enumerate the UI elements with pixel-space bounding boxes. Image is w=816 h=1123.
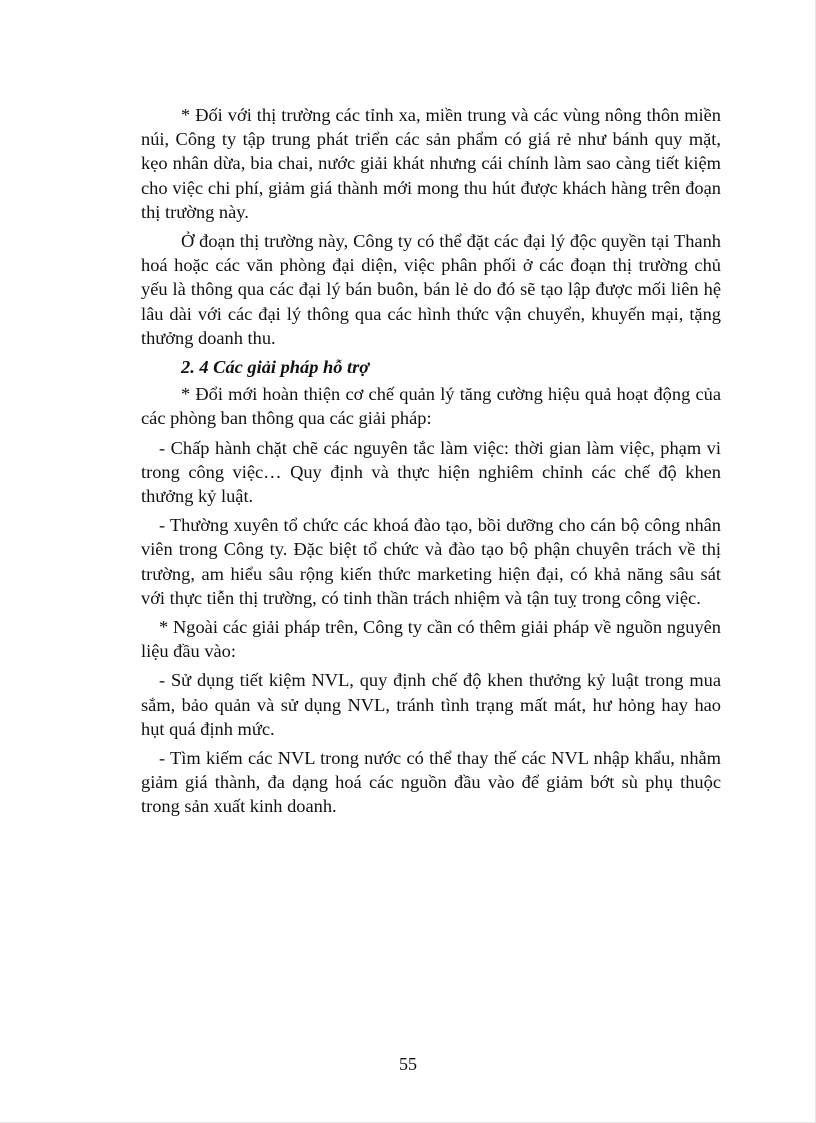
list-item-domestic-materials: - Tìm kiếm các NVL trong nước có thể thay thế các NVL nhập khẩu, nhằm giảm giá thành, đa dạng hoá các nguồn đầu vào để giảm bớt sù phụ thuộc trong sản xuất kinh doanh.: [141, 748, 721, 817]
section-heading: 2. 4 Các giải pháp hỗ trợ: [181, 357, 370, 378]
paragraph-raw-materials: * Ngoài các giải pháp trên, Công ty cần có thêm giải pháp về nguồn nguyên liệu đầu vào:: [141, 617, 721, 662]
paragraph-distribution-agents: Ở đoạn thị trường này, Công ty có thể đặt các đại lý độc quyền tại Thanh hoá hoặc các văn phòng đại diện, việc phân phối ở các đoạn thị trường chủ yếu là thông qua các đại lý bán buôn, bán lẻ do đó sẽ tạo lập được mối liên hệ lâu dài với các đại lý thông qua các hình thức vận chuyển, khuyến mại, tặng thưởng doanh thu.: [141, 231, 721, 348]
list-item-save-materials: - Sử dụng tiết kiệm NVL, quy định chế độ khen thưởng kỷ luật trong mua sắm, bảo quản và sử dụng NVL, tránh tình trạng mất mát, hư hỏng hay hao hụt quá định mức.: [141, 670, 721, 739]
list-item-work-rules: - Chấp hành chặt chẽ các nguyên tắc làm việc: thời gian làm việc, phạm vi trong công việc… Quy định và thực hiện nghiêm chỉnh các chế độ khen thưởng kỷ luật.: [141, 437, 721, 507]
page-number: 55: [399, 1054, 417, 1074]
paragraph-remote-markets: * Đối với thị trường các tỉnh xa, miền trung và các vùng nông thôn miền núi, Công ty tập trung phát triển các sản phẩm có giá rẻ như bánh quy mặt, kẹo nhân dừa, bia chai, nước giải khát nhưng cái chính làm sao càng tiết kiệm cho việc chi phí, giảm giá thành mới mong thu hút được khách hàng trên đoạn thị trường này.: [141, 105, 721, 222]
document-body: [141, 103, 721, 824]
list-item-training: - Thường xuyên tổ chức các khoá đào tạo, bồi dưỡng cho cán bộ công nhân viên trong Công ty. Đặc biệt tổ chức và đào tạo bộ phận chuyên trách về thị trường, am hiểu sâu rộng kiến thức marketing hiện đại, có khả năng sâu sát với thực tiễn thị trường, có tinh thần trách nhiệm và tận tuỵ trong công việc.: [141, 515, 721, 608]
paragraph-management-reform: * Đổi mới hoàn thiện cơ chế quản lý tăng cường hiệu quả hoạt động của các phòng ban thông qua các giải pháp:: [141, 384, 721, 429]
